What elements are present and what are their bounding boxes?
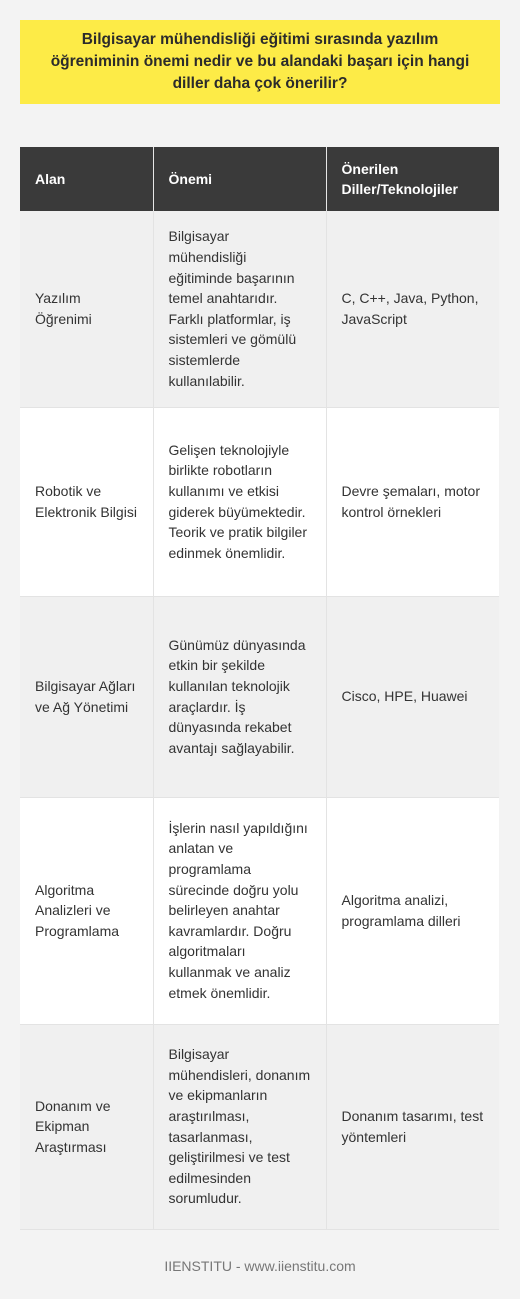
column-header-diller: Önerilen Diller/Teknolojiler xyxy=(326,147,499,211)
table-row xyxy=(20,407,499,596)
page-title: Bilgisayar mühendisliği eğitimi sırasında yazılım öğreniminin önemi nedir ve bu alandaki başarı için hangi diller daha çok önerilir? xyxy=(50,31,470,92)
cell-alan: Bilgisayar Ağları ve Ağ Yönetimi xyxy=(20,596,153,797)
table-header-row xyxy=(20,147,499,211)
cell-diller: Algoritma analizi, programlama dilleri xyxy=(326,797,499,1024)
cell-diller: Devre şemaları, motor kontrol örnekleri xyxy=(326,407,499,596)
footer-credit: IIENSTITU - www.iienstitu.com xyxy=(164,1258,356,1274)
cell-onemi: Bilgisayar mühendisliği eğitiminde başarının temel anahtarıdır. Farklı platformlar, iş sistemleri ve gömülü sistemlerde kullanılabilir. xyxy=(153,211,326,407)
table-row xyxy=(20,1024,499,1229)
column-header-alan: Alan xyxy=(20,147,153,211)
cell-onemi: Gelişen teknolojiyle birlikte robotların kullanımı ve etkisi giderek büyümektedir. Teorik ve pratik bilgiler edinmek önemlidir. xyxy=(153,407,326,596)
cell-diller: Cisco, HPE, Huawei xyxy=(326,596,499,797)
cell-onemi: Günümüz dünyasında etkin bir şekilde kullanılan teknolojik araçlardır. İş dünyasında rekabet avantajı sağlayabilir. xyxy=(153,596,326,797)
cell-alan: Robotik ve Elektronik Bilgisi xyxy=(20,407,153,596)
table-row xyxy=(20,596,499,797)
cell-diller: C, C++, Java, Python, JavaScript xyxy=(326,211,499,407)
cell-alan: Yazılım Öğrenimi xyxy=(20,211,153,407)
cell-onemi: Bilgisayar mühendisleri, donanım ve ekipmanların araştırılması, tasarlanması, geliştirilmesi ve test edilmesinden sorumludur. xyxy=(153,1024,326,1229)
info-table xyxy=(20,147,499,1230)
cell-onemi: İşlerin nasıl yapıldığını anlatan ve programlama sürecinde doğru yolu belirleyen anahtar kavramlardır. Doğru algoritmaları kullanmak ve analiz etmek önemlidir. xyxy=(153,797,326,1024)
column-header-onemi: Önemi xyxy=(153,147,326,211)
title-banner xyxy=(20,20,500,104)
cell-alan: Algoritma Analizleri ve Programlama xyxy=(20,797,153,1024)
cell-diller: Donanım tasarımı, test yöntemleri xyxy=(326,1024,499,1229)
cell-alan: Donanım ve Ekipman Araştırması xyxy=(20,1024,153,1229)
table-row xyxy=(20,797,499,1024)
table-row xyxy=(20,211,499,407)
